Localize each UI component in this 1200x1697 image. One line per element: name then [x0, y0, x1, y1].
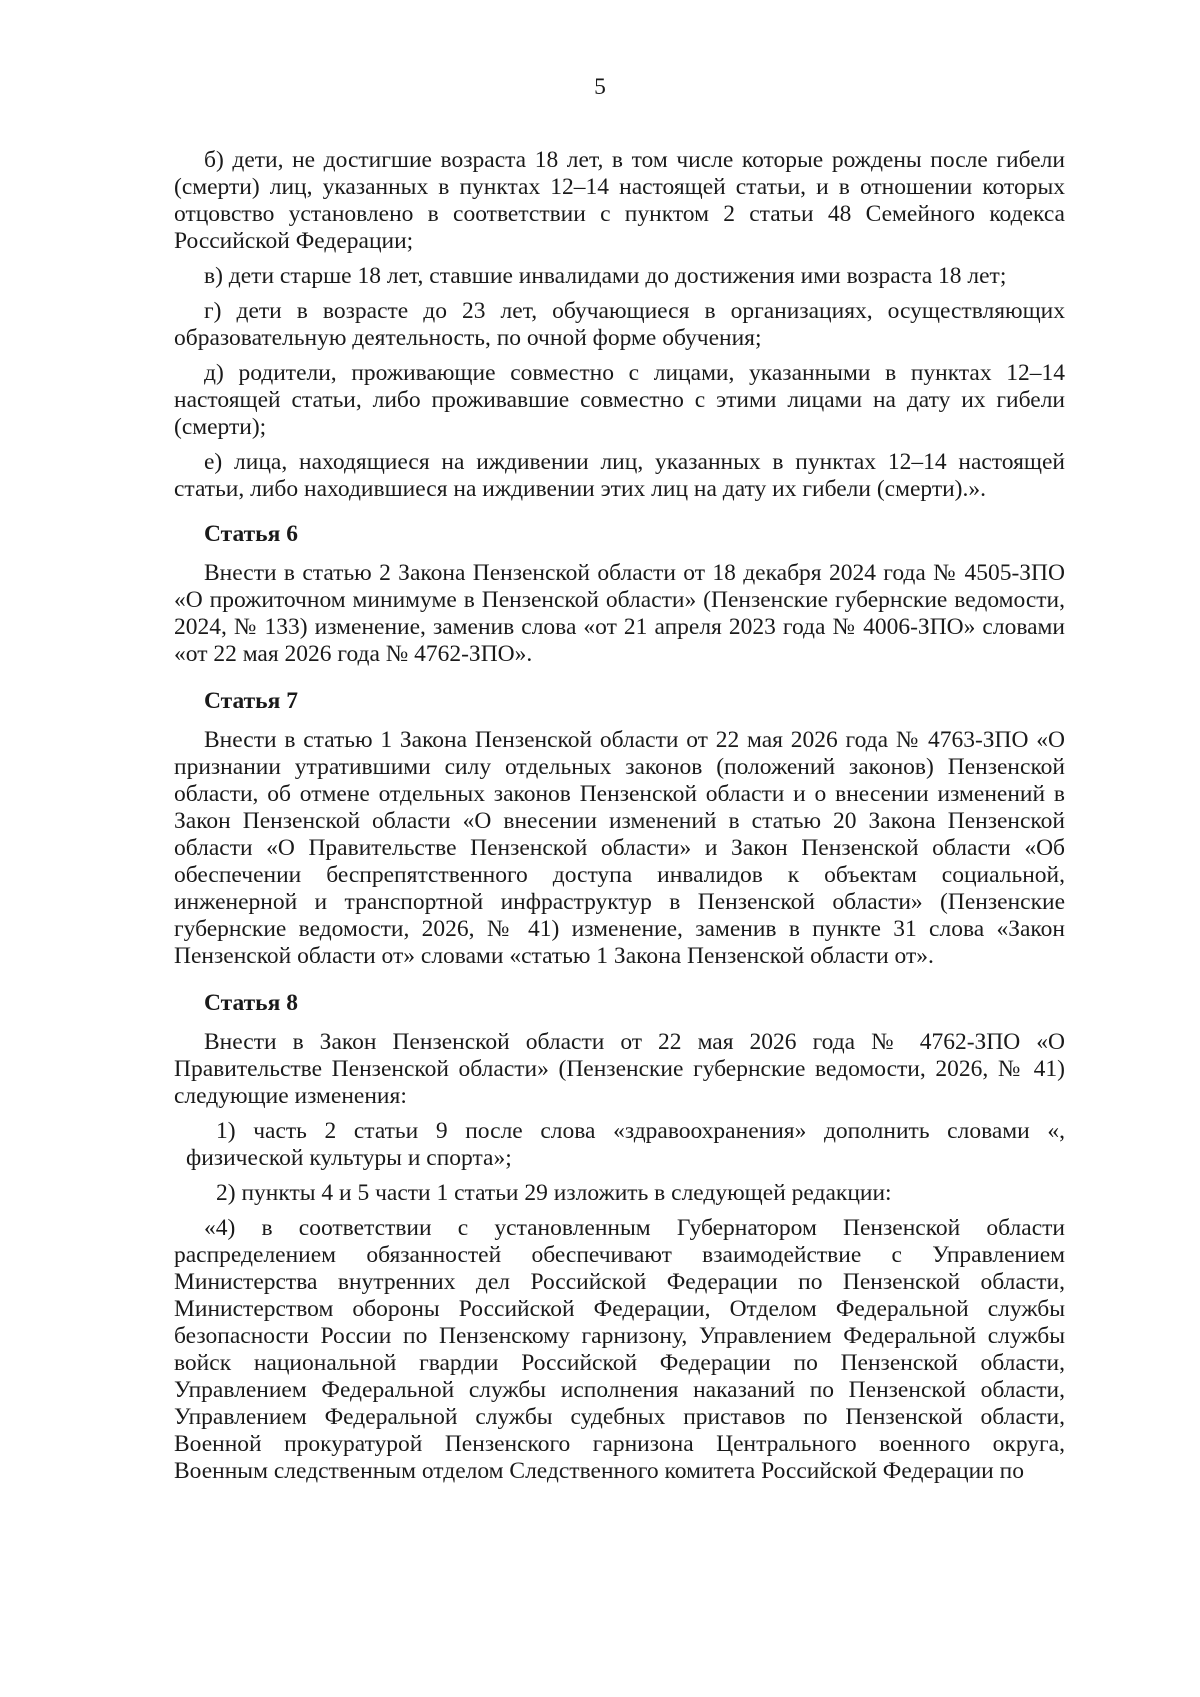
- list-item-d: д) родители, проживающие совместно с лицами, указанными в пунктах 12–14 настоящей статьи, либо проживавшие совместно с этими лицами на дату их гибели (смерти);: [174, 360, 1065, 440]
- page-number: 5: [594, 74, 606, 100]
- list-item-b: б) дети, не достигшие возраста 18 лет, в том числе которые рождены после гибели (смерти) лиц, указанных в пунктах 12–14 настоящей статьи, и в отношении которых отцовство установлено в соответствии с пунктом 2 статьи 48 Семейного кодекса Российской Федерации;: [174, 147, 1065, 254]
- list-item-v: в) дети старше 18 лет, ставшие инвалидами до достижения ими возраста 18 лет;: [204, 263, 1007, 289]
- article-6-heading: Статья 6: [204, 521, 298, 547]
- article-8-item-1: 1) часть 2 статьи 9 после слова «здравоохранения» дополнить словами «, физической культуры и спорта»;: [186, 1118, 1065, 1171]
- article-6-text: Внести в статью 2 Закона Пензенской области от 18 декабря 2024 года № 4505-ЗПО «О прожиточном минимуме в Пензенской области» (Пензенские губернские ведомости, 2024, № 133) изменение, заменив слова «от 21 апреля 2023 года № 4006-ЗПО» словами «от 22 мая 2026 года № 4762-ЗПО».: [174, 560, 1065, 667]
- article-8-heading: Статья 8: [204, 990, 298, 1016]
- list-item-g: г) дети в возрасте до 23 лет, обучающиеся в организациях, осуществляющих образовательную деятельность, по очной форме обучения;: [174, 298, 1065, 351]
- document-body: [174, 147, 1065, 1485]
- article-8-item-4-text: «4) в соответствии с установленным Губернатором Пензенской области распределением обязанностей обеспечивают взаимодействие с Управлением Министерства внутренних дел Российской Федерации по Пензенской области, Министерством обороны Российской Федерации, Отделом Федеральной службы безопасности России по Пензенскому гарнизону, Управлением Федеральной службы войск национальной гвардии Российской Федерации по Пензенской области, Управлением Федеральной службы исполнения наказаний по Пензенской области, Управлением Федеральной службы судебных приставов по Пензенской области, Военной прокуратурой Пензенского гарнизона Центрального военного округа, Военным следственным отделом Следственного комитета Российской Федерации по: [174, 1215, 1065, 1484]
- article-7-heading: Статья 7: [204, 688, 298, 714]
- article-8-text: Внести в Закон Пензенской области от 22 мая 2026 года № 4762-ЗПО «О Правительстве Пензенской области» (Пензенские губернские ведомости, 2026, № 41) следующие изменения:: [174, 1029, 1065, 1109]
- article-8-item-2: 2) пункты 4 и 5 части 1 статьи 29 изложить в следующей редакции:: [216, 1180, 892, 1206]
- list-item-e: е) лица, находящиеся на иждивении лиц, указанных в пунктах 12–14 настоящей статьи, либо находившиеся на иждивении этих лиц на дату их гибели (смерти).».: [174, 449, 1065, 502]
- article-7-text: Внести в статью 1 Закона Пензенской области от 22 мая 2026 года № 4763-ЗПО «О признании утратившими силу отдельных законов (положений законов) Пензенской области, об отмене отдельных законов Пензенской области и о внесении изменений в Закон Пензенской области «О внесении изменений в статью 20 Закона Пензенской области «О Правительстве Пензенской области» и Закон Пензенской области «Об обеспечении беспрепятственного доступа инвалидов к объектам социальной, инженерной и транспортной инфраструктур в Пензенской области» (Пензенские губернские ведомости, 2026, № 41) изменение, заменив в пункте 31 слова «Закон Пензенской области от» словами «статью 1 Закона Пензенской области от».: [174, 727, 1065, 969]
